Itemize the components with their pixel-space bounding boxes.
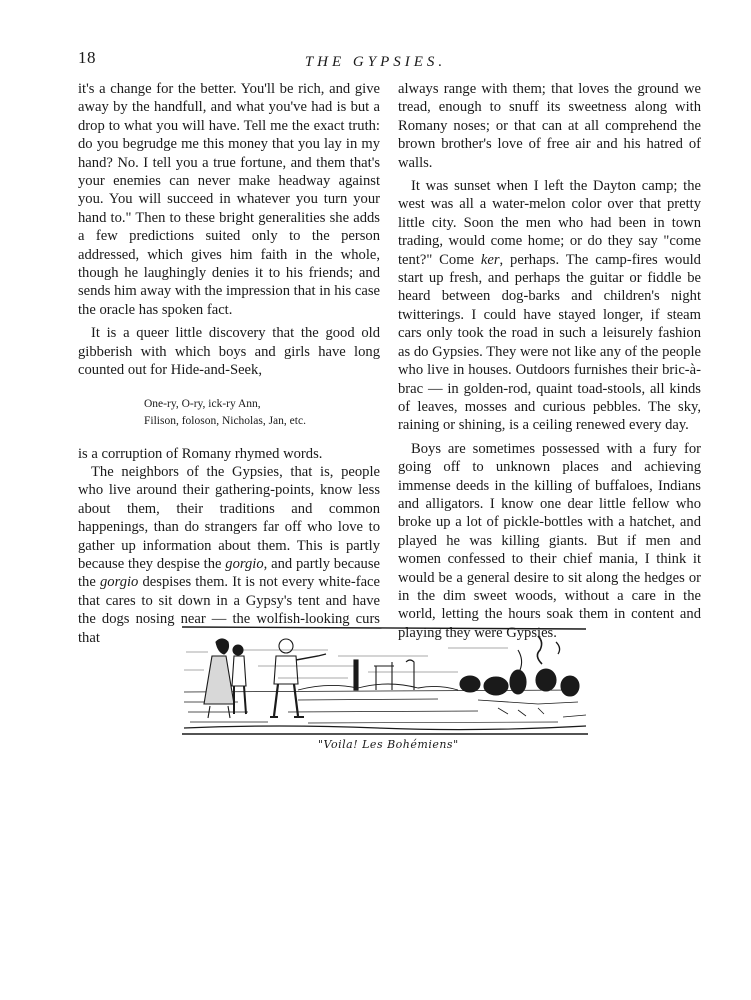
paragraph: It is a queer little discovery that the good old gibberish with which boys and girls have long counted out for Hide-and-Seek, <box>78 325 380 379</box>
paragraph: is a corruption of Romany rhymed words. <box>78 445 323 462</box>
text-run: , perhaps. The camp-fires would start up fresh, and perhaps the guitar or fiddle be heard between dog-barks and children's night twitterings. I could have stayed longer, if steam cars only took the road in such a leisurely fashion as do Gypsies. They were not like any of the people who live in houses. Outdoors furnishes their bric-à-brac — in golden-rod, quaint toad-stools, all kinds of leaves, mosses and curious pebbles. The sky, raining or shining, is a ceiling renewed every day. <box>398 251 701 434</box>
rhyme-line: One-ry, O-ry, ick-ry Ann, <box>144 397 261 410</box>
illustration-caption: "Voila! Les Bohémiens" <box>318 738 459 751</box>
italic-term: gorgio <box>99 574 139 591</box>
paragraph <box>398 177 701 435</box>
paragraph <box>78 463 380 647</box>
running-head: THE GYPSIES. <box>304 54 447 70</box>
italic-term: gorgio <box>225 555 264 572</box>
text-run: despises them. It is not every white-face that cares to sit down in a Gypsy's tent and have the dogs nosing near — the wolfish-looking curs that <box>78 574 380 646</box>
page-number: 18 <box>78 48 96 67</box>
left-column <box>78 80 380 647</box>
paragraph: always range with them; that loves the ground we tread, enough to snuff its sweetness along with Romany noses; or that can at all comprehend the brown brother's love of free air and his hatred of walls. <box>398 81 701 171</box>
rhyme-line: Filison, foloson, Nicholas, Jan, etc. <box>144 415 306 427</box>
right-column <box>398 80 701 642</box>
text-run: It was sunset when I left the Dayton camp; the west was all a water-melon color over that pretty little city. Soon the men who had been in town trading, would come home; or do they say "come tent?" Come <box>398 178 701 268</box>
paragraph: it's a change for the better. You'll be rich, and give away by the handfull, and what you've had is but a drop to what you will have. Tell me the exact truth: do you begrudge me this money that you lay in my hand? No. I tell you a true fortune, and them that's your enemies can never make headway against you. You will succeed in whatever you turn your hand to." Then to these bright generalities she adds a few predictions suited only to the person addressed, which gives him faith in the whole, though he laughingly denies it to his friends; and sends him away with the impression that in his case the oracle has spoken fact. <box>78 81 380 318</box>
text-run: , and partly because the <box>78 555 380 591</box>
paragraph: Boys are sometimes possessed with a fury for going off to unknown places and achieving immense deeds in the killing of buffaloes, Indians and alligators. I know one dear little fellow who broke up a lot of pickle-bottles with a hatchet, and played he was killing giants. But if men and women confessed to their chief mania, I think it would be a general desire to sit along the hedges or in the dim sweet woods, without a care in the world, letting the hours soak them in content and playing they were Gypsies. <box>398 440 701 641</box>
text-run: The neighbors of the Gypsies, that is, people who live around their gathering-points, know less about them, their traditions and common happenings, than do strangers far off who love to gather up information about them. This is partly because they despise the <box>78 463 380 572</box>
counting-rhyme <box>144 396 380 431</box>
italic-term: ker <box>480 251 500 268</box>
